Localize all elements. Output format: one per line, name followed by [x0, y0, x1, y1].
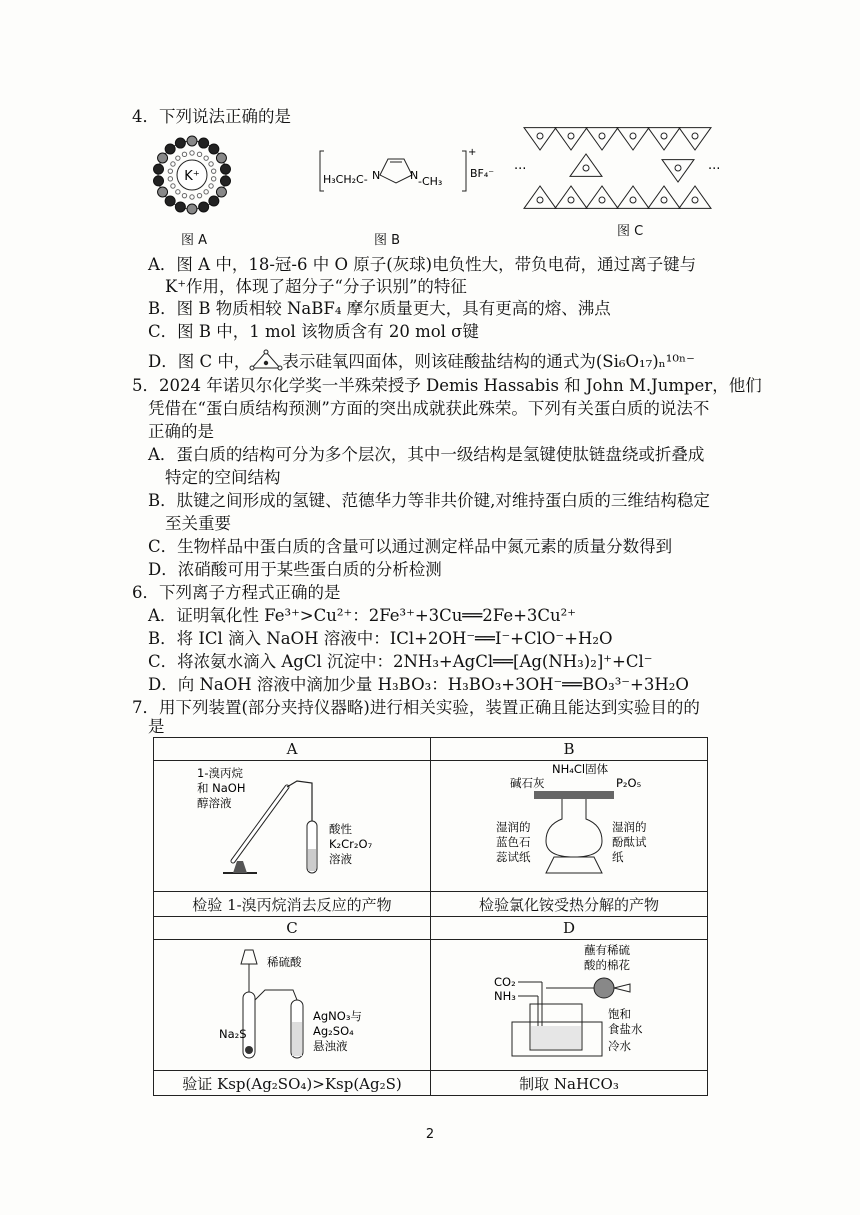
hydrogen-atom [197, 152, 201, 156]
apparatus-b-label-7: 湿润的 [612, 820, 647, 834]
carbon-atom [199, 138, 209, 148]
silicon-atom [661, 197, 667, 203]
q4-option-d [148, 350, 695, 373]
apparatus-c-label-2: Na₂S [219, 1027, 247, 1041]
figure-c-ellipsis-right: ··· [708, 162, 721, 177]
apparatus-d-label-1: 蘸有稀硫 [584, 943, 630, 957]
q4-option-c: C．图 B 中，1 mol 该物质含有 20 mol σ键 [148, 322, 479, 341]
q5-option-a-line1: A．蛋白质的结构可分为多个层次，其中一级结构是氢键使肽链盘绕或折叠成 [148, 445, 705, 464]
apparatus-c-caption: 验证 Ksp(Ag₂SO₄)>Ksp(Ag₂S) [154, 1071, 431, 1096]
carbon-atom [199, 202, 209, 212]
carbon-atom [209, 144, 219, 154]
q5-stem-line1: 5．2024 年诺贝尔化学奖一半殊荣授予 Demis Hassabis 和 John M.Jumper，他们 [132, 376, 762, 395]
apparatus-d-label-3: CO₂ [494, 975, 516, 989]
q5-option-a-line2: 特定的空间结构 [165, 468, 281, 487]
apparatus-b-caption: 检验氯化铵受热分解的产物 [431, 892, 708, 917]
silicon-atom [537, 133, 543, 139]
oxygen-atom [216, 153, 226, 163]
silicon-atom [630, 197, 636, 203]
carbon-atom [220, 176, 230, 186]
carbon-atom [154, 164, 164, 174]
carbon-atom [154, 176, 164, 186]
silicon-atom [630, 133, 636, 139]
apparatus-a-label-6: 溶液 [329, 852, 352, 866]
figure-a-ion-label: K⁺ [184, 169, 200, 184]
apparatus-d-label-4: NH₃ [494, 989, 516, 1003]
apparatus-d-label-7: 冷水 [608, 1039, 631, 1053]
hydrogen-atom [209, 162, 213, 166]
figure-b-caption: 图 B [374, 233, 401, 248]
q6-option-a: A．证明氧化性 Fe³⁺>Cu²⁺：2Fe³⁺+3Cu══2Fe+3Cu²⁺ [148, 606, 576, 625]
oxygen-atom [158, 153, 168, 163]
apparatus-b-label-8: 酚酞试 [612, 835, 647, 849]
q6-option-d: D．向 NaOH 溶液中滴加少量 H₃BO₃：H₃BO₃+3OH⁻══BO₃³⁻+3H₂O [148, 675, 689, 694]
q5-option-b-line2: 至关重要 [165, 514, 231, 533]
apparatus-a-label-4: 酸性 [329, 822, 352, 836]
page-number: 2 [425, 1127, 435, 1142]
apparatus-a-label-2: 和 NaOH [197, 781, 246, 795]
q5-stem-line3: 正确的是 [148, 422, 214, 441]
figure-a-crown-ether [145, 128, 240, 223]
hydrogen-atom [204, 190, 208, 194]
hydrogen-atom [182, 193, 186, 197]
hydrogen-atom [209, 184, 213, 188]
oxygen-atom [158, 187, 168, 197]
carbon-atom [165, 144, 175, 154]
hydrogen-atom [190, 195, 194, 199]
hydrogen-atom [176, 156, 180, 160]
apparatus-d-diagram [434, 940, 704, 1066]
figure-b-n2: N [410, 169, 419, 182]
figure-c-caption: 图 C [617, 224, 644, 239]
q5-option-c: C．生物样品中蛋白质的含量可以通过测定样品中氮元素的质量分数得到 [148, 537, 673, 556]
q4-option-d-suffix: 表示硅氧四面体，则该硅酸盐结构的通式为(Si₆O₁₇)ₙ¹⁰ⁿ⁻ [282, 352, 695, 371]
q6-stem: 6．下列离子方程式正确的是 [132, 583, 341, 602]
hydrogen-atom [168, 169, 172, 173]
hydrogen-atom [176, 190, 180, 194]
silicon-atom [692, 197, 698, 203]
apparatus-c-diagram [157, 940, 427, 1066]
figure-a-caption: 图 A [181, 233, 208, 248]
q5-option-d: D．浓硝酸可用于某些蛋白质的分析检测 [148, 560, 442, 579]
figure-b-methyl-group: -CH₃ [418, 175, 443, 188]
apparatus-a-caption: 检验 1-溴丙烷消去反应的产物 [154, 892, 431, 917]
q6-option-b: B．将 ICl 滴入 NaOH 溶液中：ICl+2OH⁻══I⁻+ClO⁻+H₂O [148, 629, 613, 648]
apparatus-b-label-5: 蓝色石 [496, 835, 531, 849]
oxygen-atom [187, 136, 197, 146]
figure-b-anion: BF₄⁻ [470, 167, 495, 180]
apparatus-d-label-5: 饱和 [608, 1007, 631, 1021]
oxygen-atom [187, 204, 197, 214]
q4-option-a-line2: K⁺作用，体现了超分子“分子识别”的特征 [165, 277, 467, 296]
hydrogen-atom [204, 156, 208, 160]
hydrogen-atom [211, 169, 215, 173]
silicon-atom [568, 133, 574, 139]
apparatus-c-label-3: AgNO₃与 [313, 1009, 362, 1023]
carbon-atom [175, 202, 185, 212]
q4-option-b: B．图 B 物质相较 NaBF₄ 摩尔质量更大，具有更高的熔、沸点 [148, 299, 611, 318]
carbon-atom [175, 138, 185, 148]
hydrogen-atom [171, 184, 175, 188]
apparatus-b-label-3: P₂O₅ [616, 776, 642, 790]
hydrogen-atom [168, 177, 172, 181]
q4-stem: 4．下列说法正确的是 [132, 107, 291, 126]
silicon-atom [537, 197, 543, 203]
figure-b-charge: + [468, 147, 477, 158]
apparatus-b [431, 761, 708, 892]
apparatus-b-label-4: 湿润的 [496, 820, 531, 834]
apparatus-a-label-5: K₂Cr₂O₇ [329, 837, 373, 851]
apparatus-d-label-2: 酸的棉花 [584, 958, 630, 972]
silicon-atom [692, 133, 698, 139]
apparatus-table [153, 737, 708, 1096]
header-c: C [154, 917, 431, 940]
apparatus-b-label-1: NH₄Cl固体 [552, 762, 609, 776]
apparatus-b-label-6: 蕊试纸 [496, 850, 531, 864]
hydrogen-atom [211, 177, 215, 181]
apparatus-a-label-1: 1-溴丙烷 [197, 766, 243, 780]
header-d: D [431, 917, 708, 940]
header-b: B [431, 738, 708, 761]
apparatus-a-label-3: 醇溶液 [197, 796, 232, 810]
q4-option-a-line1: A．图 A 中，18-冠-6 中 O 原子(灰球)电负性大，带负电荷，通过离子键与 [148, 255, 697, 274]
q7-stem-line2: 是 [148, 717, 165, 736]
apparatus-d [431, 940, 708, 1071]
silicon-atom [675, 165, 681, 171]
figure-b-ionic-liquid [320, 145, 495, 200]
apparatus-c-label-4: Ag₂SO₄ [313, 1024, 354, 1038]
q6-option-c: C．将浓氨水滴入 AgCl 沉淀中：2NH₃+AgCl══[Ag(NH₃)₂]⁺+Cl⁻ [148, 652, 653, 671]
silicon-atom [583, 165, 589, 171]
figure-c-ellipsis-left: ··· [514, 162, 527, 177]
carbon-atom [209, 196, 219, 206]
silicon-atom [568, 197, 574, 203]
silicon-atom [599, 197, 605, 203]
apparatus-c [154, 940, 431, 1071]
hydrogen-atom [171, 162, 175, 166]
silicon-atom [599, 133, 605, 139]
header-a: A [154, 738, 431, 761]
apparatus-c-label-1: 稀硫酸 [267, 955, 302, 969]
figure-c-silicate-chain [512, 118, 732, 218]
apparatus-a [154, 761, 431, 892]
apparatus-b-label-2: 碱石灰 [510, 776, 545, 790]
figure-b-n1: N [372, 169, 381, 182]
q5-stem-line2: 凭借在“蛋白质结构预测”方面的突出成就获此殊荣。下列有关蛋白质的说法不 [148, 399, 710, 418]
tetrahedron-icon [250, 350, 282, 370]
figure-b-ethyl-group: H₃CH₂C- [323, 173, 368, 186]
apparatus-b-diagram [434, 761, 704, 887]
carbon-atom [165, 196, 175, 206]
q4-option-d-prefix: D．图 C 中， [148, 352, 251, 371]
apparatus-d-caption: 制取 NaHCO₃ [431, 1071, 708, 1096]
silicon-atom [661, 133, 667, 139]
hydrogen-atom [182, 152, 186, 156]
hydrogen-atom [190, 151, 194, 155]
apparatus-d-label-6: 食盐水 [608, 1022, 643, 1036]
q5-option-b-line1: B．肽键之间形成的氢键、范德华力等非共价键,对维持蛋白质的三维结构稳定 [148, 491, 710, 510]
carbon-atom [220, 164, 230, 174]
apparatus-c-label-5: 悬浊液 [313, 1039, 348, 1053]
oxygen-atom [216, 187, 226, 197]
apparatus-b-label-9: 纸 [612, 850, 624, 864]
q7-stem-line1: 7．用下列装置(部分夹持仪器略)进行相关实验，装置正确且能达到实验目的的 [132, 698, 700, 717]
apparatus-a-diagram [157, 761, 427, 887]
hydrogen-atom [197, 193, 201, 197]
